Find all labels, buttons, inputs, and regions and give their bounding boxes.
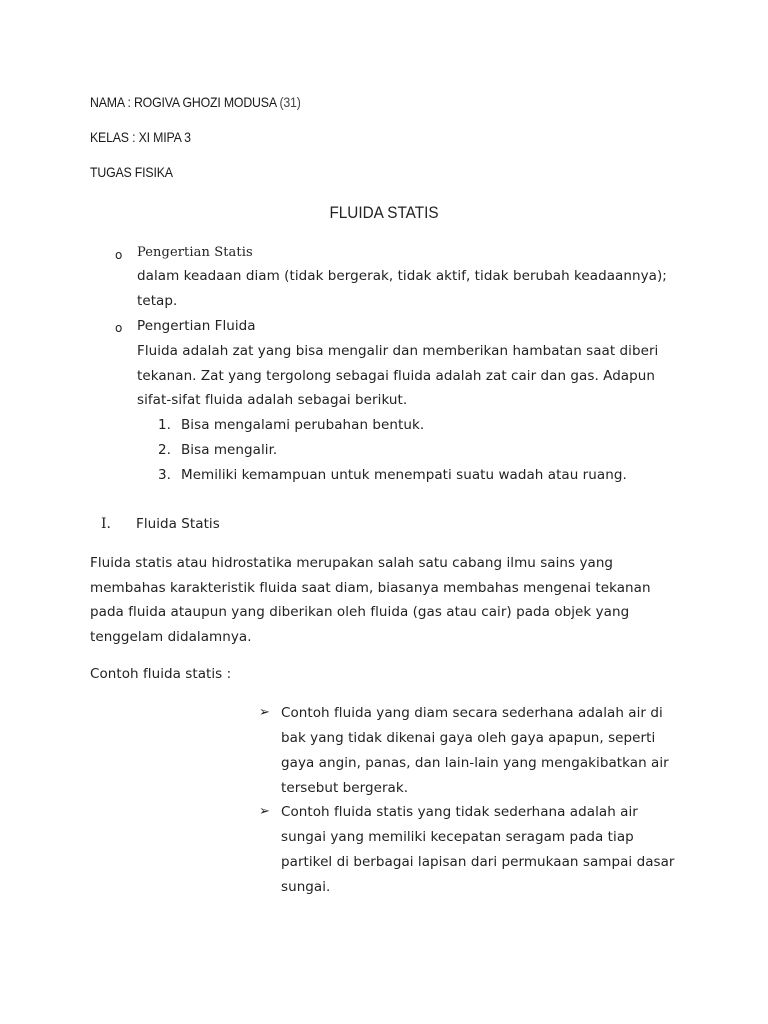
paragraph-line: membahas karakteristik fluida saat diam, biasanya membahas mengenai tekanan (90, 580, 651, 596)
list-item-number: 1. (158, 417, 171, 433)
paragraph-line: Fluida statis atau hidrostatika merupakan salah satu cabang ilmu sains yang (90, 555, 614, 571)
page-title: FLUIDA STATIS (329, 203, 439, 222)
circle-bullet-icon: o (115, 321, 123, 335)
definition-heading-fluida: Pengertian Fluida (137, 318, 256, 334)
definition-line: tetap. (137, 293, 178, 309)
example-line: sungai yang memiliki kecepatan seragam pada tiap (281, 829, 634, 845)
example-line: Contoh fluida yang diam secara sederhana adalah air di (281, 705, 663, 721)
example-line: Contoh fluida statis yang tidak sederhana adalah air (281, 804, 638, 820)
list-item: Bisa mengalami perubahan bentuk. (181, 417, 425, 433)
arrow-bullet-icon: ➢ (259, 804, 270, 819)
paragraph-line: pada fluida ataupun yang diberikan oleh fluida (gas atau cair) pada objek yang (90, 604, 630, 620)
section-numeral: I. (101, 516, 111, 532)
paragraph-line: tenggelam didalamnya. (90, 629, 252, 645)
definition-line: Fluida adalah zat yang bisa mengalir dan memberikan hambatan saat diberi (137, 343, 659, 359)
circle-bullet-icon: o (115, 248, 123, 262)
definition-line: sifat-sifat fluida adalah sebagai berikut. (137, 392, 408, 408)
list-item: Bisa mengalir. (181, 442, 278, 458)
example-line: tersebut bergerak. (281, 780, 409, 796)
student-name-line (90, 94, 301, 110)
section-heading: Fluida Statis (136, 516, 220, 532)
class-line: KELAS : XI MIPA 3 (90, 129, 191, 145)
student-number: (31) (279, 94, 301, 110)
example-line: sungai. (281, 879, 331, 895)
student-name: NAMA : ROGIVA GHOZI MODUSA (90, 94, 277, 110)
example-line: partikel di berbagai lapisan dari permukaan sampai dasar (281, 854, 675, 870)
definition-line: dalam keadaan diam (tidak bergerak, tidak aktif, tidak berubah keadaannya); (137, 268, 667, 284)
list-item-number: 2. (158, 442, 171, 458)
list-item: Memiliki kemampuan untuk menempati suatu wadah atau ruang. (181, 467, 627, 483)
definition-heading-statis: Pengertian Statis (137, 245, 253, 260)
list-item-number: 3. (158, 467, 171, 483)
arrow-bullet-icon: ➢ (259, 705, 270, 720)
example-line: gaya angin, panas, dan lain-lain yang mengakibatkan air (281, 755, 669, 771)
examples-label: Contoh fluida statis : (90, 666, 232, 682)
example-line: bak yang tidak dikenai gaya oleh gaya apapun, seperti (281, 730, 656, 746)
assignment-line: TUGAS FISIKA (90, 164, 173, 180)
definition-line: tekanan. Zat yang tergolong sebagai fluida adalah zat cair dan gas. Adapun (137, 368, 655, 384)
